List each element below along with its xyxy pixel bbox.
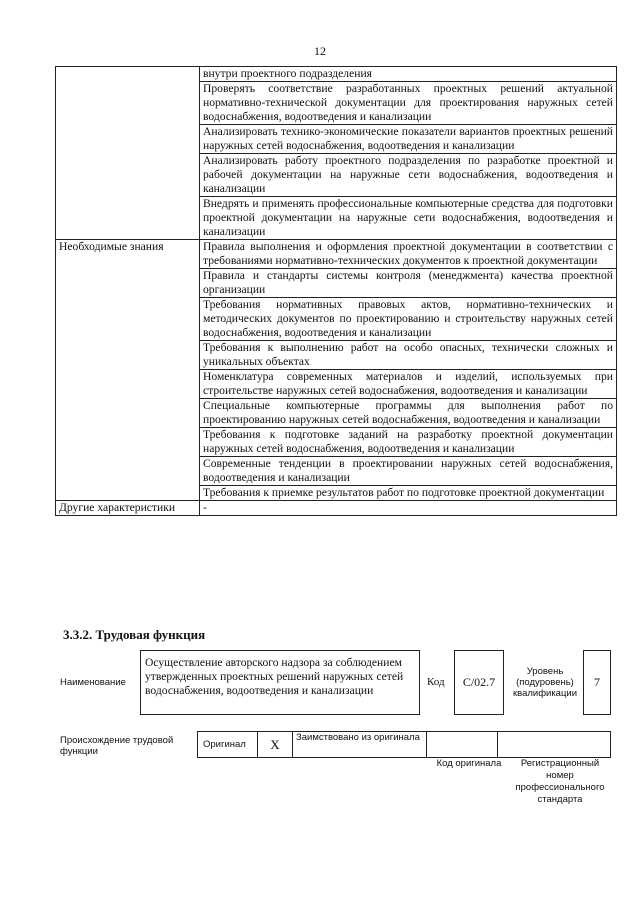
level-label: Уровень (подуровень) квалификации bbox=[512, 666, 578, 699]
requirements-table bbox=[55, 66, 617, 516]
table-cell: Требования к приемке результатов работ по подготовке проектной документации bbox=[200, 486, 617, 501]
code-original-caption: Код оригинала bbox=[436, 758, 502, 769]
name-label: Наименование bbox=[60, 677, 126, 688]
table-cell: внутри проектного подразделения bbox=[200, 67, 617, 82]
original-mark: X bbox=[258, 732, 293, 758]
level-value: 7 bbox=[584, 651, 611, 715]
table-row bbox=[56, 501, 617, 516]
code-original-cell bbox=[427, 732, 498, 758]
table-cell: Правила и стандарты системы контроля (менеджмента) качества проектной организации bbox=[200, 269, 617, 298]
other-value: - bbox=[200, 501, 617, 516]
origin-label: Происхождение трудовой функции bbox=[60, 734, 174, 757]
borrowed-label: Заимствовано из оригинала bbox=[293, 732, 427, 758]
function-name: Осуществление авторского надзора за соблюдением утвержденных проектных решений наружных сетей водоснабжения, водоотведения и канализации bbox=[141, 651, 420, 715]
table-cell: Внедрять и применять профессиональные компьютерные средства для подготовки проектной документации на наружные сети водоснабжения, водоотведения и канализации bbox=[200, 197, 617, 240]
code-value: С/02.7 bbox=[455, 651, 504, 715]
table-cell: Специальные компьютерные программы для выполнения работ по проектированию наружных сетей водоснабжения, водоотведения и канализации bbox=[200, 399, 617, 428]
origin-table bbox=[60, 731, 611, 758]
table-cell: Требования к выполнению работ на особо опасных, технически сложных и уникальных объектах bbox=[200, 341, 617, 370]
page-number: 12 bbox=[314, 44, 326, 58]
table-row bbox=[56, 67, 617, 82]
registration-number-cell bbox=[498, 732, 611, 758]
table-cell: Номенклатура современных материалов и изделий, используемых при строительстве наружных сетей водоснабжения, водоотведения и канализации bbox=[200, 370, 617, 399]
table-cell: Современные тенденции в проектировании наружных сетей водоснабжения, водоотведения и канализации bbox=[200, 457, 617, 486]
table-cell: Требования нормативных правовых актов, нормативно-технических и методических документов по проектированию и строительству наружных сетей водоснабжения, водоотведения и канализации bbox=[200, 298, 617, 341]
function-table bbox=[60, 650, 611, 715]
table-row bbox=[56, 240, 617, 269]
table-cell: Правила выполнения и оформления проектной документации в соответствии с требованиями нормативно-технических документов к проектной документации bbox=[200, 240, 617, 269]
table-cell: Анализировать работу проектного подразделения по разработке проектной и рабочей документации на наружные сети водоснабжения, водоотведения и канализации bbox=[200, 154, 617, 197]
other-label: Другие характеристики bbox=[56, 501, 200, 516]
original-label: Оригинал bbox=[198, 732, 258, 758]
registration-number-caption: Регистрационный номер профессионального стандарта bbox=[515, 758, 605, 805]
section-title: 3.3.2. Трудовая функция bbox=[63, 627, 206, 642]
knowledge-label: Необходимые знания bbox=[56, 240, 200, 501]
row-label-empty bbox=[56, 67, 200, 240]
code-label: Код bbox=[427, 676, 445, 688]
table-cell: Требования к подготовке заданий на разработку проектной документации наружных сетей водоснабжения, водоотведения и канализации bbox=[200, 428, 617, 457]
table-cell: Анализировать технико-экономические показатели вариантов проектных решений наружных сетей водоснабжения, водоотведения и канализации bbox=[200, 125, 617, 154]
table-cell: Проверять соответствие разработанных проектных решений актуальной нормативно-технической документации для проектирования наружных сетей водоснабжения, водоотведения и канализации bbox=[200, 82, 617, 125]
